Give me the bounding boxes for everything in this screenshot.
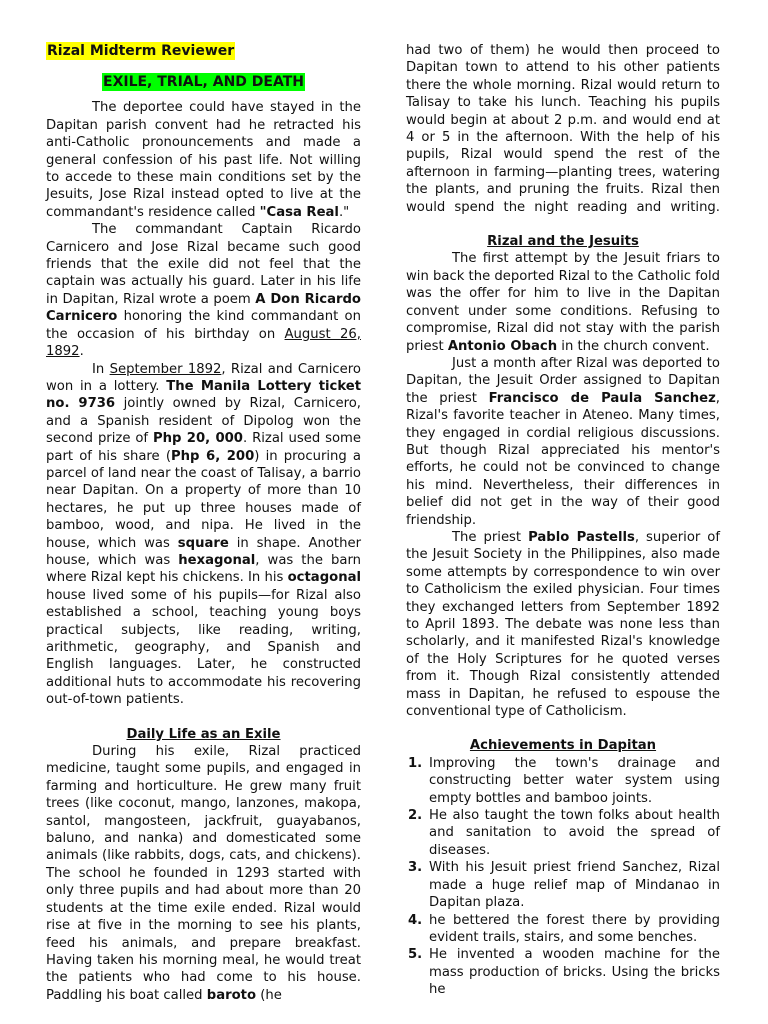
paragraph-lottery — [46, 361, 361, 709]
paragraph-jesuit-attempt — [406, 250, 720, 354]
text-run: During his exile, Rizal practiced medicine, taught some pupils, and engaged in farming and horticulture. He grew many fruit trees (like coconut, mango, lanzones, makopa, santol, mangosteen, jackfruit, guayabanos, baluno, and nanka) and domesticated some animals (like rabbits, dogs, cats, and chickens). The school he founded in 1293 started with only three pupils and had about more than 20 students at the time exile ended. Rizal would rise at five in the morning to see his plants, feed his animals, and prepare breakfast. Having taken his morning meal, he would treat the patients who had come to his house. Paddling his boat called — [46, 744, 361, 1003]
bold-term: Php 20, 000 — [152, 431, 243, 447]
bold-term: baroto — [206, 987, 257, 1003]
list-number: 5. — [408, 947, 423, 963]
bold-term: Antonio Obach — [447, 338, 558, 354]
text-run: , Rizal's favorite teacher in Ateneo. Many times, they engaged in cordial religious discussions. But though Rizal appreciated his mentor's efforts, he could not be convinced to change his mind. Nevertheless, their differences in belief did not get in the way of their good friendship. — [406, 390, 720, 528]
text-run: honoring the kind commandant on the occasion of his birthday on — [46, 309, 361, 342]
achievements-list — [406, 755, 720, 999]
doc-title: Rizal Midterm Reviewer — [47, 43, 235, 59]
text-run: The priest — [452, 529, 529, 545]
text-run: jointly owned by Rizal, Carnicero, and a Spanish resident of Dipolog won the second prize of — [46, 396, 361, 447]
text-run: house lived some of his pupils—for Rizal also established a school, teaching young boys practical subjects, like reading, writing, arithmetic, geography, and Spanish and English languages. Later, he constructed additional huts to accommodate his recovering out-of-town patients. — [46, 587, 361, 708]
list-number: 1. — [408, 755, 423, 771]
bold-term: The Manila Lottery ticket no. 9736 — [46, 378, 362, 412]
underlined-date: August 26, 1892 — [46, 326, 361, 360]
text-run: The deportee could have stayed in the Dapitan parish convent had he retracted his anti-Catholic pronouncements and made a general confession of his past life. Not willing to accede to these main conditions set by the Jesuits, Jose Rizal instead opted to live at the commandant's residence called — [46, 100, 361, 220]
list-item-text: With his Jesuit priest friend Sanchez, Rizal made a huge relief map of Mindanao in Dapitan plaza. — [429, 860, 720, 911]
bold-term: A Don Ricardo Carnicero — [46, 291, 361, 325]
bold-term: "Casa Real — [259, 204, 339, 220]
text-run: . Rizal used some part of his share ( — [46, 431, 361, 464]
left-column — [46, 42, 361, 1004]
paragraph-sanchez — [406, 355, 720, 529]
text-run: , was the barn where Rizal kept his chickens. In his — [46, 552, 361, 586]
list-item-text: He also taught the town folks about health and sanitation to avoid the spread of diseases. — [429, 808, 720, 858]
text-run: , superior of the Jesuit Society in the Philippines, also made some attempts by correspondence to win over to Catholicism the exiled physician. Four times they exchanged letters from September 1892 to April 1893. The debate was none less than scholarly, and it manifested Rizal's knowledge of the Holy Scriptures for he quoted verses from it. Though Rizal consistently attended mass in Dapitan, he refused to espouse the conventional type of Catholicism. — [406, 529, 720, 720]
paragraph-daily-life-continued: had two of them) he would then proceed to Dapitan town to attend to his other patients there the whole morning. Rizal would return to Talisay to take his lunch. Teaching his pupils would begin at about 2 p.m. and would end at 4 or 5 in the afternoon. With the help of his pupils, Rizal would spend the rest of the afternoon in farming—planting trees, watering the plants, and pruning the fruits. Rizal then would spend the night reading and writing. — [406, 43, 720, 215]
list-item-text: Improving the town's drainage and constructing better water system using empty bottles and bamboo joints. — [429, 755, 720, 806]
list-item — [406, 946, 720, 998]
text-run: ." — [338, 204, 350, 220]
text-run: The first attempt by the Jesuit friars to win back the deported Rizal to the Catholic fold was the offer for him to live in the Dapitan convent under some conditions. Refusing to compromise, Rizal did not stay with the parish priest — [406, 251, 720, 354]
list-item — [406, 807, 720, 859]
bold-term: octagonal — [287, 570, 361, 586]
bold-term: Pablo Pastells — [528, 529, 635, 545]
doc-heading: EXILE, TRIAL, AND DEATH — [103, 74, 304, 90]
section-heading-daily-life: Daily Life as an Exile — [126, 726, 281, 742]
list-number: 2. — [408, 808, 423, 824]
list-item-text: He invented a wooden machine for the mass production of bricks. Using the bricks he — [429, 947, 720, 998]
text-run: , Rizal and Carnicero won in a lottery. — [46, 361, 361, 394]
doc-heading-wrap — [46, 73, 361, 91]
list-number: 4. — [408, 912, 423, 928]
text-run: . — [79, 344, 84, 360]
paragraph-casa-real — [46, 99, 361, 221]
paragraph-pastells — [406, 529, 720, 720]
paragraph-daily-life — [46, 743, 361, 1004]
section-heading-achievements: Achievements in Dapitan — [469, 738, 657, 754]
right-column — [406, 42, 720, 999]
bold-term: Francisco de Paula Sanchez — [488, 390, 716, 406]
text-run: in the church convent. — [557, 338, 710, 354]
text-run: in shape. Another house, which was — [46, 535, 361, 568]
text-run: ) in procuring a parcel of land near the coast of Talisay, a barrio near Dapitan. On a property of more than 10 hectares, he put up three houses made of bamboo, wood, and nipa. He lived in the house, which was — [46, 448, 362, 551]
list-item — [406, 755, 720, 807]
list-item — [406, 912, 720, 947]
list-item-text: he bettered the forest there by providing evident trails, stairs, and some benches. — [429, 912, 720, 945]
paragraph-carnicero — [46, 221, 361, 360]
underlined-date: September 1892 — [109, 361, 222, 377]
bold-term: square — [177, 535, 229, 551]
text-run: (he — [256, 987, 282, 1003]
text-run: Just a month after Rizal was deported to Dapitan, the Jesuit Order assigned to Dapitan the priest — [406, 355, 720, 406]
list-number: 3. — [408, 860, 423, 876]
bold-term: hexagonal — [178, 552, 256, 568]
text-run: The commandant Captain Ricardo Carnicero and Jose Rizal became such good friends that the exile did not feel that the captain was actually his guard. Later in his life in Dapitan, Rizal wrote a poem — [46, 222, 361, 307]
bold-term: Php 6, 200 — [170, 448, 255, 464]
section-heading-jesuits: Rizal and the Jesuits — [487, 234, 639, 250]
list-item — [406, 859, 720, 911]
text-run: In — [92, 361, 110, 377]
